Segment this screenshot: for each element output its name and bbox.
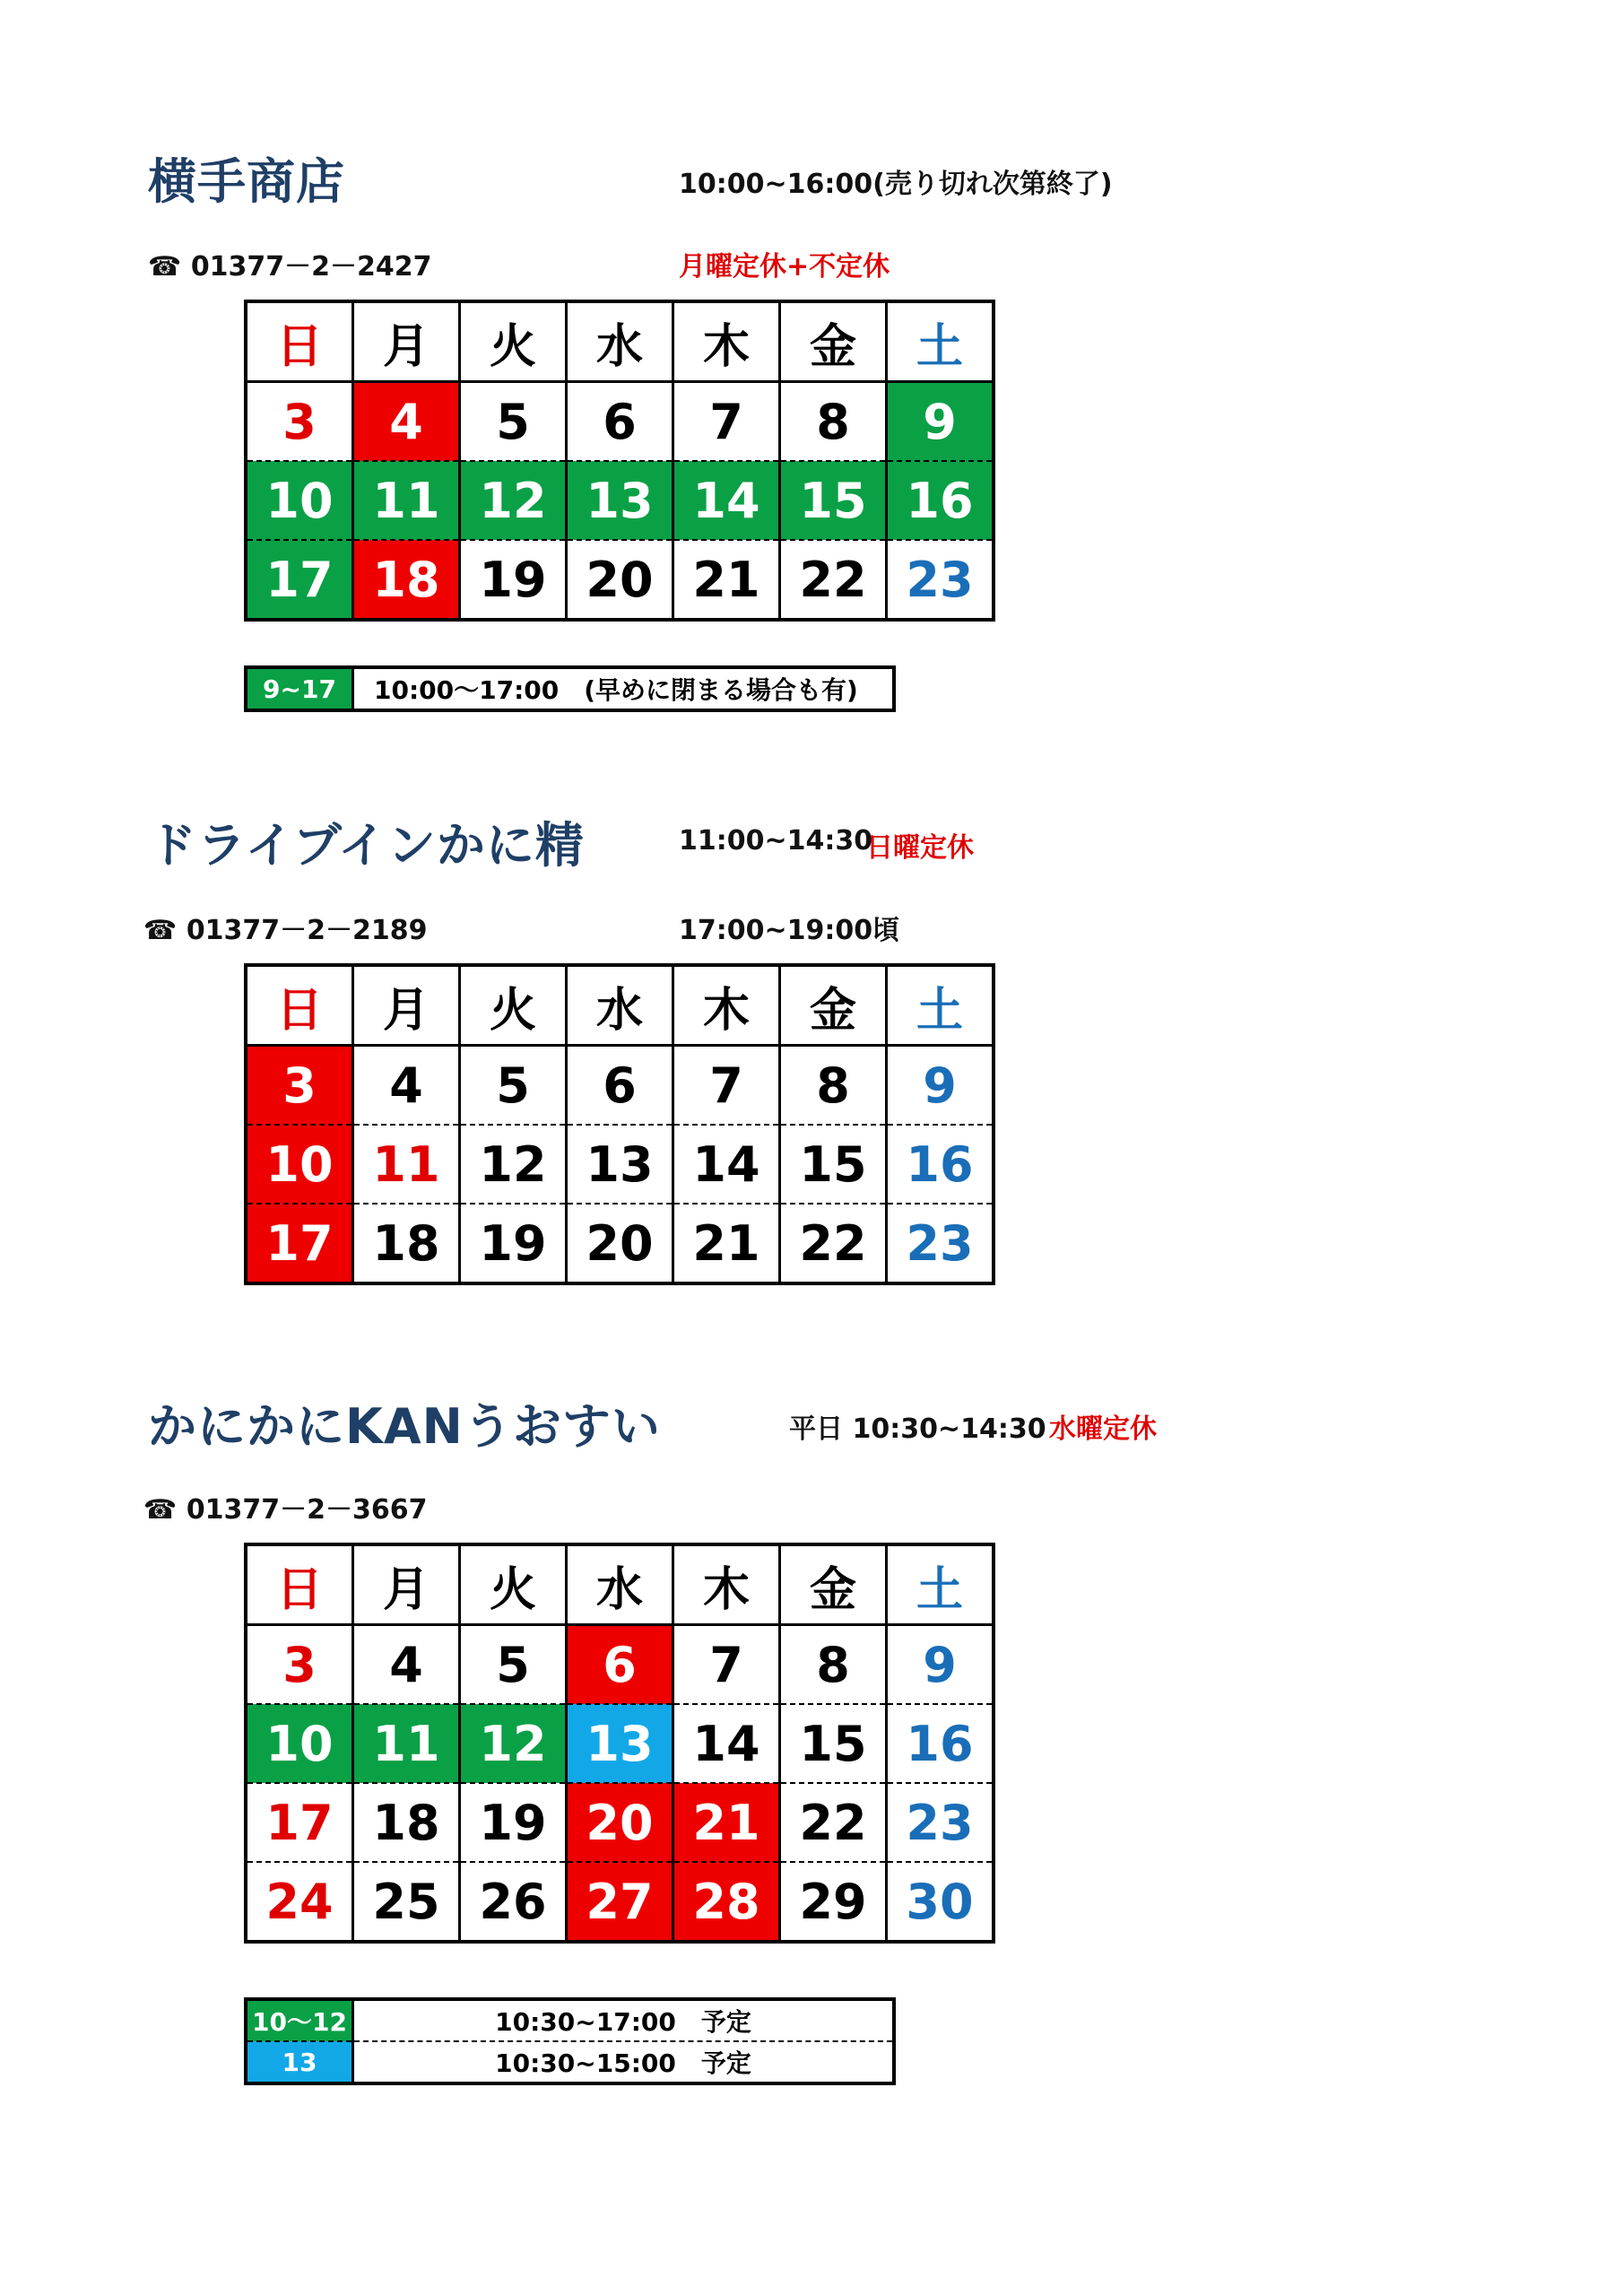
calendar-day-cell: 14 bbox=[673, 461, 780, 540]
calendar-day-cell: 3 bbox=[246, 1046, 353, 1126]
weekday-header: 木 bbox=[673, 301, 780, 382]
calendar-day-cell: 18 bbox=[353, 1783, 460, 1862]
calendar-day-cell: 11 bbox=[353, 1125, 460, 1204]
calendar-day-cell: 6 bbox=[567, 1046, 673, 1126]
calendar-week-row bbox=[246, 461, 994, 540]
weekday-header: 火 bbox=[460, 301, 567, 382]
shop3-calendar bbox=[244, 1543, 995, 1944]
calendar-day-cell: 15 bbox=[780, 1704, 887, 1783]
calendar-week-row bbox=[246, 382, 994, 462]
weekday-header: 土 bbox=[887, 1544, 994, 1625]
calendar-day-cell: 8 bbox=[780, 1625, 887, 1705]
legend-key: 13 bbox=[246, 2041, 353, 2083]
calendar-day-cell: 7 bbox=[673, 1625, 780, 1705]
calendar-day-cell: 22 bbox=[780, 1204, 887, 1283]
weekday-header: 火 bbox=[460, 1544, 567, 1625]
calendar-day-cell: 8 bbox=[780, 382, 887, 462]
calendar-day-cell: 5 bbox=[460, 1625, 567, 1705]
calendar-day-cell: 26 bbox=[460, 1862, 567, 1942]
calendar-day-cell: 5 bbox=[460, 382, 567, 462]
weekday-header: 日 bbox=[246, 301, 353, 382]
shop1-legend bbox=[244, 665, 896, 712]
shop2-calendar bbox=[244, 963, 995, 1285]
calendar-day-cell: 23 bbox=[887, 540, 994, 620]
shop3-phone: ☎ 01377－2－3667 bbox=[143, 1494, 428, 1526]
calendar-day-cell: 23 bbox=[887, 1783, 994, 1862]
shop1-name: 横手商店 bbox=[148, 153, 345, 210]
calendar-day-cell: 30 bbox=[887, 1862, 994, 1942]
calendar-day-cell: 25 bbox=[353, 1862, 460, 1942]
shop2-phone: ☎ 01377－2－2189 bbox=[143, 915, 428, 946]
calendar-day-cell: 9 bbox=[887, 1046, 994, 1126]
calendar-day-cell: 5 bbox=[460, 1046, 567, 1126]
calendar-day-cell: 9 bbox=[887, 382, 994, 462]
calendar-week-row bbox=[246, 1862, 994, 1942]
shop1-hours: 10:00~16:00(売り切れ次第終了) bbox=[679, 169, 1113, 200]
calendar-day-cell: 17 bbox=[246, 1783, 353, 1862]
legend-row bbox=[246, 667, 894, 710]
weekday-header: 土 bbox=[887, 301, 994, 382]
weekday-header: 水 bbox=[567, 1544, 673, 1625]
calendar-day-cell: 21 bbox=[673, 540, 780, 620]
weekday-header: 日 bbox=[246, 1544, 353, 1625]
weekday-header: 月 bbox=[353, 1544, 460, 1625]
calendar-day-cell: 12 bbox=[460, 1125, 567, 1204]
calendar-day-cell: 27 bbox=[567, 1862, 673, 1942]
weekday-header: 水 bbox=[567, 965, 673, 1046]
calendar-day-cell: 4 bbox=[353, 382, 460, 462]
weekday-header: 金 bbox=[780, 1544, 887, 1625]
shop3-name: かにかにKANうおすい bbox=[148, 1398, 661, 1455]
calendar-day-cell: 10 bbox=[246, 1704, 353, 1783]
calendar-day-cell: 18 bbox=[353, 540, 460, 620]
legend-row bbox=[246, 2041, 894, 2083]
calendar-day-cell: 6 bbox=[567, 1625, 673, 1705]
calendar-day-cell: 28 bbox=[673, 1862, 780, 1942]
shop2-hours-evening: 17:00~19:00頃 bbox=[679, 915, 900, 946]
calendar-day-cell: 4 bbox=[353, 1046, 460, 1126]
calendar-day-cell: 23 bbox=[887, 1204, 994, 1283]
calendar-day-cell: 13 bbox=[567, 1125, 673, 1204]
weekday-header: 月 bbox=[353, 965, 460, 1046]
calendar-day-cell: 14 bbox=[673, 1704, 780, 1783]
weekday-header: 土 bbox=[887, 965, 994, 1046]
calendar-week-row bbox=[246, 1625, 994, 1705]
calendar-day-cell: 29 bbox=[780, 1862, 887, 1942]
calendar-day-cell: 7 bbox=[673, 382, 780, 462]
legend-text: 10:30~15:00 予定 bbox=[353, 2041, 895, 2083]
calendar-day-cell: 17 bbox=[246, 1204, 353, 1283]
shop1-closed-days: 月曜定休+不定休 bbox=[679, 251, 890, 283]
calendar-day-cell: 7 bbox=[673, 1046, 780, 1126]
shop3-hours: 平日 10:30~14:30 bbox=[789, 1413, 1046, 1445]
calendar-day-cell: 3 bbox=[246, 1625, 353, 1705]
calendar-day-cell: 20 bbox=[567, 1204, 673, 1283]
weekday-header: 日 bbox=[246, 965, 353, 1046]
legend-row bbox=[246, 1999, 894, 2041]
calendar-week-row bbox=[246, 1783, 994, 1862]
calendar-day-cell: 16 bbox=[887, 1704, 994, 1783]
calendar-day-cell: 11 bbox=[353, 461, 460, 540]
calendar-day-cell: 20 bbox=[567, 1783, 673, 1862]
calendar-day-cell: 3 bbox=[246, 382, 353, 462]
calendar-day-cell: 15 bbox=[780, 1125, 887, 1204]
legend-key: 9~17 bbox=[246, 667, 353, 710]
shop1-phone: ☎ 01377－2－2427 bbox=[148, 251, 432, 283]
calendar-week-row bbox=[246, 540, 994, 620]
calendar-week-row bbox=[246, 1046, 994, 1126]
calendar-day-cell: 8 bbox=[780, 1046, 887, 1126]
shop2-hours: 11:00~14:30 bbox=[679, 825, 873, 857]
shop2-name: ドライブインかに精 bbox=[148, 817, 585, 874]
shop2-closed-days: 日曜定休 bbox=[866, 832, 974, 864]
calendar-day-cell: 11 bbox=[353, 1704, 460, 1783]
calendar-week-row bbox=[246, 1704, 994, 1783]
calendar-day-cell: 15 bbox=[780, 461, 887, 540]
calendar-day-cell: 19 bbox=[460, 540, 567, 620]
calendar-day-cell: 19 bbox=[460, 1783, 567, 1862]
calendar-day-cell: 14 bbox=[673, 1125, 780, 1204]
calendar-day-cell: 10 bbox=[246, 461, 353, 540]
shop1-calendar bbox=[244, 300, 995, 622]
weekday-header: 金 bbox=[780, 965, 887, 1046]
calendar-day-cell: 13 bbox=[567, 1704, 673, 1783]
legend-text: 10:30~17:00 予定 bbox=[353, 1999, 895, 2041]
calendar-day-cell: 9 bbox=[887, 1625, 994, 1705]
calendar-day-cell: 12 bbox=[460, 1704, 567, 1783]
calendar-day-cell: 22 bbox=[780, 540, 887, 620]
calendar-day-cell: 10 bbox=[246, 1125, 353, 1204]
weekday-header: 木 bbox=[673, 1544, 780, 1625]
weekday-header: 火 bbox=[460, 965, 567, 1046]
calendar-day-cell: 21 bbox=[673, 1204, 780, 1283]
shop3-closed-days: 水曜定休 bbox=[1049, 1413, 1157, 1445]
calendar-week-row bbox=[246, 1125, 994, 1204]
calendar-day-cell: 16 bbox=[887, 461, 994, 540]
weekday-header: 金 bbox=[780, 301, 887, 382]
calendar-day-cell: 4 bbox=[353, 1625, 460, 1705]
calendar-day-cell: 16 bbox=[887, 1125, 994, 1204]
calendar-day-cell: 21 bbox=[673, 1783, 780, 1862]
weekday-header: 水 bbox=[567, 301, 673, 382]
legend-text: 10:00～17:00 (早めに閉まる場合も有) bbox=[353, 667, 895, 710]
calendar-day-cell: 18 bbox=[353, 1204, 460, 1283]
calendar-day-cell: 19 bbox=[460, 1204, 567, 1283]
shop3-legend bbox=[244, 1997, 896, 2085]
legend-key: 10～12 bbox=[246, 1999, 353, 2041]
calendar-day-cell: 24 bbox=[246, 1862, 353, 1942]
calendar-week-row bbox=[246, 1204, 994, 1283]
calendar-day-cell: 12 bbox=[460, 461, 567, 540]
calendar-day-cell: 6 bbox=[567, 382, 673, 462]
weekday-header: 木 bbox=[673, 965, 780, 1046]
weekday-header: 月 bbox=[353, 301, 460, 382]
calendar-day-cell: 17 bbox=[246, 540, 353, 620]
calendar-day-cell: 20 bbox=[567, 540, 673, 620]
calendar-day-cell: 22 bbox=[780, 1783, 887, 1862]
calendar-day-cell: 13 bbox=[567, 461, 673, 540]
